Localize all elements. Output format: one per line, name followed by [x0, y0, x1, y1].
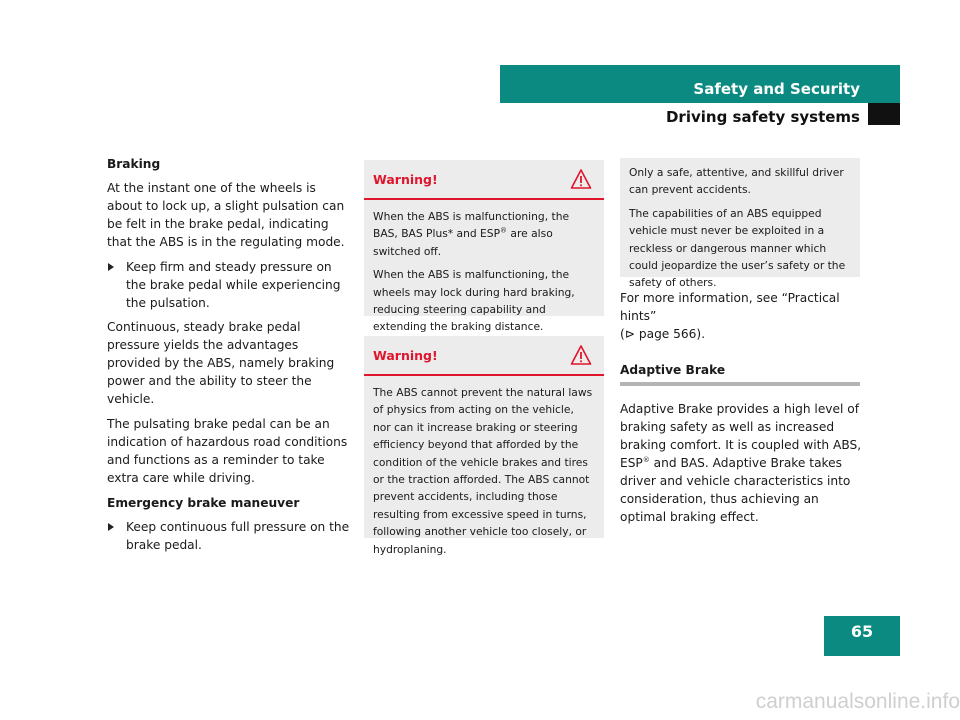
info-box — [620, 158, 860, 290]
warning-triangle-icon — [570, 168, 592, 190]
emergency-heading: Emergency brake maneuver — [107, 496, 300, 510]
warning-paragraph: When the ABS is malfunctioning, the wheels may lock during hard braking, reducing steering capability and extending the braking distance. — [373, 268, 575, 334]
page-number: 65 — [824, 616, 900, 656]
warning-box — [364, 160, 604, 334]
braking-heading: Braking — [107, 157, 161, 171]
left-column — [107, 155, 352, 560]
warning-header — [364, 336, 604, 376]
warning-title: Warning! — [373, 348, 438, 363]
bullet-item — [107, 258, 352, 312]
braking-paragraph-3: The pulsating brake pedal can be an indication of hazardous road conditions and functions as a reminder to take extra care while driving. — [107, 417, 348, 485]
bullet-triangle-icon — [108, 263, 114, 271]
warning-text-part: are also switched off. — [373, 227, 553, 258]
braking-paragraph-2: Continuous, steady brake pedal pressure yields the advantages provided by the ABS, namely braking power and the ability to steer the vehicle. — [107, 320, 335, 406]
adaptive-text-part: and BAS. Adaptive Brake takes driver and vehicle characteristics into consideration, thus achieving an optimal braking effect. — [620, 456, 851, 524]
header-marker — [868, 103, 900, 125]
warning-title: Warning! — [373, 172, 438, 187]
bullet-text: Keep continuous full pressure on the brake pedal. — [126, 520, 350, 552]
warning-paragraph: The ABS cannot prevent the natural laws of physics from acting on the vehicle, nor can it increase braking or steering efficiency beyond that afforded by the condition of the vehicle brakes and tires or the traction afforded. The ABS cannot prevent accidents, including those resulting from excessive speed in turns, following another vehicle too closely, or hydroplaning. — [373, 386, 593, 556]
bullet-text: Keep firm and steady pressure on the brake pedal while experiencing the pulsation. — [126, 260, 341, 310]
more-info-paragraph — [620, 289, 865, 343]
section-title: Safety and Security — [693, 80, 860, 98]
adaptive-brake-heading: Adaptive Brake — [620, 363, 726, 377]
info-paragraph: Only a safe, attentive, and skillful driver can prevent accidents. — [629, 166, 844, 197]
adaptive-brake-paragraph — [620, 400, 865, 526]
info-paragraph: The capabilities of an ABS equipped vehicle must never be exploited in a reckless or dangerous manner which could jeopardize the user’s safety or the safety of others. — [629, 206, 846, 290]
right-column — [620, 289, 865, 533]
bullet-triangle-icon — [108, 523, 114, 531]
page-ref-prefix: ( — [620, 327, 625, 341]
braking-paragraph-1: At the instant one of the wheels is about to lock up, a slight pulsation can be felt in the brake pedal, indicating that the ABS is in the regulating mode. — [107, 181, 345, 249]
registered-mark: ® — [500, 226, 508, 235]
bullet-item — [107, 518, 352, 554]
warning-text-part: When the ABS is malfunctioning, the BAS, BAS Plus* and ESP — [373, 210, 570, 241]
more-info-text: For more information, see “Practical hints” — [620, 291, 840, 323]
warning-box — [364, 336, 604, 556]
registered-mark: ® — [642, 455, 650, 464]
subsection-title: Driving safety systems — [665, 108, 860, 126]
page-ref-link[interactable]: page 566). — [638, 327, 706, 341]
warning-paragraph — [373, 208, 594, 260]
page-ref-arrow-icon: ⊳ — [624, 327, 635, 341]
warning-triangle-icon — [570, 344, 592, 366]
info-text — [620, 158, 860, 304]
warning-text — [364, 376, 604, 570]
section-rule — [620, 382, 860, 386]
adaptive-text-part: Adaptive Brake provides a high level of braking safety as well as increased braking comfort. It is coupled with ABS, ESP — [620, 402, 862, 470]
warning-text — [364, 200, 604, 348]
warning-header — [364, 160, 604, 200]
watermark: carmanualsonline.info — [755, 690, 960, 713]
